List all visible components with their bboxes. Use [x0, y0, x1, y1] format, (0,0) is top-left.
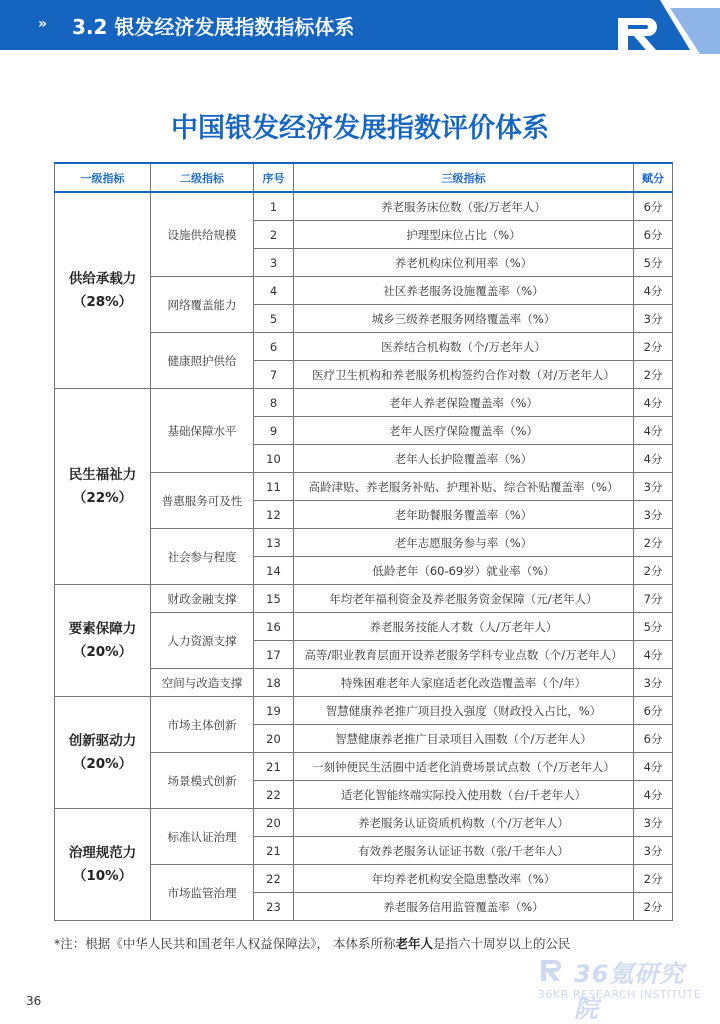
level2-indicator: 社会参与程度 — [151, 529, 254, 585]
watermark — [538, 954, 708, 1023]
score-cell: 2分 — [634, 865, 673, 893]
level3-indicator: 医疗卫生机构和养老服务机构签约合作对数（对/万老年人） — [294, 361, 634, 389]
level2-indicator: 健康照护供给 — [151, 333, 254, 389]
table-row — [55, 697, 673, 725]
table-row — [55, 192, 673, 221]
level3-indicator: 养老服务信用监管覆盖率（%） — [294, 893, 634, 921]
score-cell: 6分 — [634, 192, 673, 221]
score-cell: 3分 — [634, 501, 673, 529]
score-cell: 6分 — [634, 697, 673, 725]
score-cell: 6分 — [634, 725, 673, 753]
row-number: 23 — [254, 893, 294, 921]
score-cell: 4分 — [634, 781, 673, 809]
row-number: 12 — [254, 501, 294, 529]
row-number: 8 — [254, 389, 294, 417]
row-number: 22 — [254, 865, 294, 893]
level2-indicator: 空间与改造支撑 — [151, 669, 254, 697]
footnote-suffix: 是指六十周岁以上的公民 — [433, 936, 571, 951]
page-number: 36 — [26, 994, 42, 1008]
level3-indicator: 社区养老服务设施覆盖率（%） — [294, 277, 634, 305]
row-number: 18 — [254, 669, 294, 697]
table-header-row — [55, 163, 673, 192]
score-cell: 3分 — [634, 837, 673, 865]
level1-name: 要素保障力 — [68, 620, 137, 637]
row-number: 19 — [254, 697, 294, 725]
level1-weight: （22%） — [72, 489, 133, 506]
level1-weight: （20%） — [72, 755, 133, 772]
level3-indicator: 特殊困难老年人家庭适老化改造覆盖率（个/年） — [294, 669, 634, 697]
level1-name: 创新驱动力 — [68, 732, 137, 749]
score-cell: 5分 — [634, 249, 673, 277]
r-logo-icon — [538, 956, 566, 984]
level3-indicator: 老年助餐服务覆盖率（%） — [294, 501, 634, 529]
level2-indicator: 市场主体创新 — [151, 697, 254, 753]
level2-indicator: 设施供给规模 — [151, 192, 254, 277]
level2-indicator: 人力资源支撑 — [151, 613, 254, 669]
level3-indicator: 医养结合机构数（个/万老年人） — [294, 333, 634, 361]
score-cell: 3分 — [634, 473, 673, 501]
score-cell: 4分 — [634, 753, 673, 781]
level1-indicator — [55, 389, 151, 585]
score-cell: 5分 — [634, 613, 673, 641]
row-number: 13 — [254, 529, 294, 557]
row-number: 22 — [254, 781, 294, 809]
level3-indicator: 适老化智能终端实际投入使用数（台/千老年人） — [294, 781, 634, 809]
level3-indicator: 智慧健康养老推广目录项目入围数（个/万老年人） — [294, 725, 634, 753]
column-header: 三级指标 — [294, 163, 634, 192]
row-number: 11 — [254, 473, 294, 501]
level2-indicator: 网络覆盖能力 — [151, 277, 254, 333]
row-number: 5 — [254, 305, 294, 333]
score-cell: 2分 — [634, 529, 673, 557]
level1-indicator — [55, 809, 151, 921]
level1-indicator — [55, 585, 151, 697]
level2-indicator: 财政金融支撑 — [151, 585, 254, 613]
double-chevron-icon: » — [38, 16, 48, 32]
row-number: 3 — [254, 249, 294, 277]
level3-indicator: 老年人养老保险覆盖率（%） — [294, 389, 634, 417]
level3-indicator: 养老服务床位数（张/万老年人） — [294, 192, 634, 221]
indicator-table — [54, 162, 673, 921]
table-body — [55, 192, 673, 921]
row-number: 9 — [254, 417, 294, 445]
row-number: 15 — [254, 585, 294, 613]
row-number: 6 — [254, 333, 294, 361]
column-header: 序号 — [254, 163, 294, 192]
level1-weight: （20%） — [72, 643, 133, 660]
level1-name: 治理规范力 — [68, 844, 137, 861]
level3-indicator: 老年人医疗保险覆盖率（%） — [294, 417, 634, 445]
row-number: 20 — [254, 725, 294, 753]
level3-indicator: 老年人长护险覆盖率（%） — [294, 445, 634, 473]
row-number: 16 — [254, 613, 294, 641]
row-number: 17 — [254, 641, 294, 669]
score-cell: 3分 — [634, 305, 673, 333]
row-number: 14 — [254, 557, 294, 585]
row-number: 21 — [254, 837, 294, 865]
level1-name: 民生福祉力 — [68, 466, 137, 483]
level3-indicator: 一刻钟便民生活圈中适老化消费场景试点数（个/万老年人） — [294, 753, 634, 781]
row-number: 10 — [254, 445, 294, 473]
level1-weight: （28%） — [72, 293, 133, 310]
level1-weight: （10%） — [72, 867, 133, 884]
level3-indicator: 养老机构床位利用率（%） — [294, 249, 634, 277]
level3-indicator: 年均老年福利资金及养老服务资金保障（元/老年人） — [294, 585, 634, 613]
r-logo-icon — [610, 8, 720, 54]
page-header — [0, 0, 720, 50]
score-cell: 4分 — [634, 641, 673, 669]
column-header: 一级指标 — [55, 163, 151, 192]
level3-indicator: 有效养老服务认证证书数（张/千老年人） — [294, 837, 634, 865]
level2-indicator: 普惠服务可及性 — [151, 473, 254, 529]
table-row — [55, 809, 673, 837]
score-cell: 4分 — [634, 417, 673, 445]
score-cell: 2分 — [634, 557, 673, 585]
row-number: 2 — [254, 221, 294, 249]
level3-indicator: 护理型床位占比（%） — [294, 221, 634, 249]
row-number: 20 — [254, 809, 294, 837]
level3-indicator: 老年志愿服务参与率（%） — [294, 529, 634, 557]
level3-indicator: 低龄老年（60-69岁）就业率（%） — [294, 557, 634, 585]
level3-indicator: 高等/职业教育层面开设养老服务学科专业点数（个/万老年人） — [294, 641, 634, 669]
level3-indicator: 养老服务技能人才数（人/万老年人） — [294, 613, 634, 641]
score-cell: 2分 — [634, 333, 673, 361]
level3-indicator: 城乡三级养老服务网络覆盖率（%） — [294, 305, 634, 333]
row-number: 4 — [254, 277, 294, 305]
score-cell: 2分 — [634, 893, 673, 921]
row-number: 21 — [254, 753, 294, 781]
level3-indicator: 养老服务认证资质机构数（个/万老年人） — [294, 809, 634, 837]
score-cell: 3分 — [634, 669, 673, 697]
level2-indicator: 市场监管治理 — [151, 865, 254, 921]
score-cell: 3分 — [634, 809, 673, 837]
watermark-cn: 36氪研究院 — [574, 960, 685, 1023]
column-header: 赋分 — [634, 163, 673, 192]
score-cell: 2分 — [634, 361, 673, 389]
main-title: 中国银发经济发展指数评价体系 — [171, 113, 549, 144]
level1-name: 供给承载力 — [68, 270, 137, 287]
level1-indicator — [55, 697, 151, 809]
row-number: 7 — [254, 361, 294, 389]
score-cell: 4分 — [634, 277, 673, 305]
table-row — [55, 585, 673, 613]
score-cell: 7分 — [634, 585, 673, 613]
level3-indicator: 智慧健康养老推广项目投入强度（财政投入占比，%） — [294, 697, 634, 725]
watermark-en: 36KR RESEARCH INSTITUTE — [538, 988, 702, 1001]
level3-indicator: 高龄津贴、养老服务补贴、护理补贴、综合补贴覆盖率（%） — [294, 473, 634, 501]
level2-indicator: 标准认证治理 — [151, 809, 254, 865]
score-cell: 6分 — [634, 221, 673, 249]
column-header: 二级指标 — [151, 163, 254, 192]
row-number: 1 — [254, 192, 294, 221]
footnote — [54, 934, 571, 952]
score-cell: 4分 — [634, 445, 673, 473]
level2-indicator: 场景模式创新 — [151, 753, 254, 809]
score-cell: 4分 — [634, 389, 673, 417]
table-row — [55, 389, 673, 417]
footnote-bold: 老年人 — [395, 936, 433, 951]
level1-indicator — [55, 192, 151, 389]
level2-indicator: 基础保障水平 — [151, 389, 254, 473]
section-title: 3.2 银发经济发展指数指标体系 — [72, 15, 355, 39]
footnote-prefix: *注：根据《中华人民共和国老年人权益保障法》， 本体系所称 — [54, 936, 396, 951]
level3-indicator: 年均养老机构安全隐患整改率（%） — [294, 865, 634, 893]
